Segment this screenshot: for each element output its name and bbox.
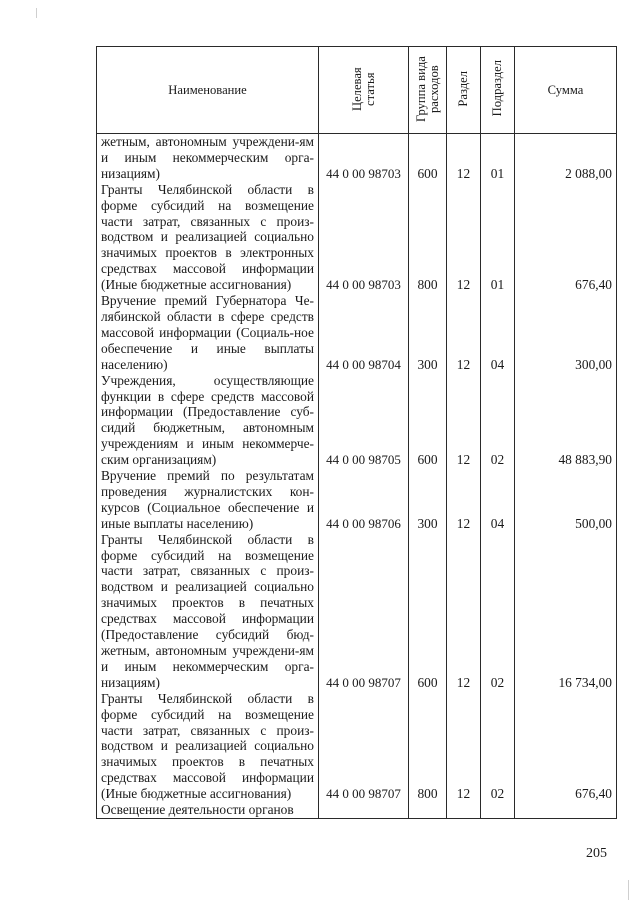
header-sum: Сумма (515, 47, 617, 134)
row-code: 44 0 00 98706 (319, 468, 409, 532)
row-name: Гранты Челябинской области в форме субсидий на возмещение части затрат, связанных с произ-водством и реализацией социально значимых проектов в электронных средствах массовой информации (Иные бюджетные ассигнования) (97, 182, 319, 293)
table-header-row (97, 47, 617, 134)
row-group (409, 802, 447, 818)
row-sum: 300,00 (515, 293, 617, 373)
row-sum: 48 883,90 (515, 373, 617, 468)
row-section: 12 (447, 293, 481, 373)
row-subsection: 02 (481, 691, 515, 802)
table-row (97, 802, 617, 818)
table-row (97, 134, 617, 182)
header-group: Группа вида расходов (409, 47, 447, 134)
scan-artifact-right (628, 880, 629, 900)
row-sum: 676,40 (515, 691, 617, 802)
table-row (97, 182, 617, 293)
row-section: 12 (447, 691, 481, 802)
row-section: 12 (447, 182, 481, 293)
row-code: 44 0 00 98703 (319, 134, 409, 182)
row-group: 600 (409, 373, 447, 468)
row-subsection: 02 (481, 373, 515, 468)
row-code: 44 0 00 98704 (319, 293, 409, 373)
row-code: 44 0 00 98707 (319, 691, 409, 802)
row-sum: 676,40 (515, 182, 617, 293)
row-sum: 500,00 (515, 468, 617, 532)
header-name: Наименование (97, 47, 319, 134)
row-subsection: 01 (481, 134, 515, 182)
row-subsection: 01 (481, 182, 515, 293)
row-code: 44 0 00 98705 (319, 373, 409, 468)
row-group: 300 (409, 468, 447, 532)
row-subsection (481, 802, 515, 818)
budget-table (96, 46, 617, 819)
row-subsection: 04 (481, 468, 515, 532)
row-group: 800 (409, 691, 447, 802)
row-name: Вручение премий по результатам проведения журналистских кон-курсов (Социальное обеспечение и иные выплаты населению) (97, 468, 319, 532)
row-name: жетным, автономным учреждени-ям и иным некоммерческим орга-низациям) (97, 134, 319, 182)
table-row (97, 532, 617, 691)
table-row (97, 468, 617, 532)
row-group: 800 (409, 182, 447, 293)
row-sum (515, 802, 617, 818)
header-target: Целевая статья (319, 47, 409, 134)
header-subsection: Подраздел (481, 47, 515, 134)
row-section: 12 (447, 134, 481, 182)
row-sum: 2 088,00 (515, 134, 617, 182)
row-name: Учреждения, осуществляющие функции в сфере средств массовой информации (Предоставление суб-сидий бюджетным, автономным учреждениям и иным некоммерче-ским организациям) (97, 373, 319, 468)
row-code (319, 802, 409, 818)
scan-artifact-top (36, 8, 37, 18)
row-code: 44 0 00 98707 (319, 532, 409, 691)
table-row (97, 373, 617, 468)
row-section: 12 (447, 468, 481, 532)
row-group: 600 (409, 532, 447, 691)
row-section: 12 (447, 373, 481, 468)
table-row (97, 691, 617, 802)
row-code: 44 0 00 98703 (319, 182, 409, 293)
row-name: Гранты Челябинской области в форме субсидий на возмещение части затрат, связанных с произ-водством и реализацией социально значимых проектов в печатных средствах массовой информации (Иные бюджетные ассигнования) (97, 691, 319, 802)
row-group: 600 (409, 134, 447, 182)
row-subsection: 04 (481, 293, 515, 373)
header-section: Раздел (447, 47, 481, 134)
row-name: Гранты Челябинской области в форме субсидий на возмещение части затрат, связанных с произ-водством и реализацией социально значимых проектов в печатных средствах массовой информации (Предоставление субсидий бюд-жетным, автономным учреждени-ям и иным некоммерческим орга-низациям) (97, 532, 319, 691)
page-number: 205 (586, 846, 607, 861)
row-name: Вручение премий Губернатора Че-лябинской области в сфере средств массовой информации (Социаль-ное обеспечение и иные выплаты населению) (97, 293, 319, 373)
row-name: Освещение деятельности органов (97, 802, 319, 818)
row-section: 12 (447, 532, 481, 691)
row-subsection: 02 (481, 532, 515, 691)
row-group: 300 (409, 293, 447, 373)
row-section (447, 802, 481, 818)
row-sum: 16 734,00 (515, 532, 617, 691)
table-row (97, 293, 617, 373)
